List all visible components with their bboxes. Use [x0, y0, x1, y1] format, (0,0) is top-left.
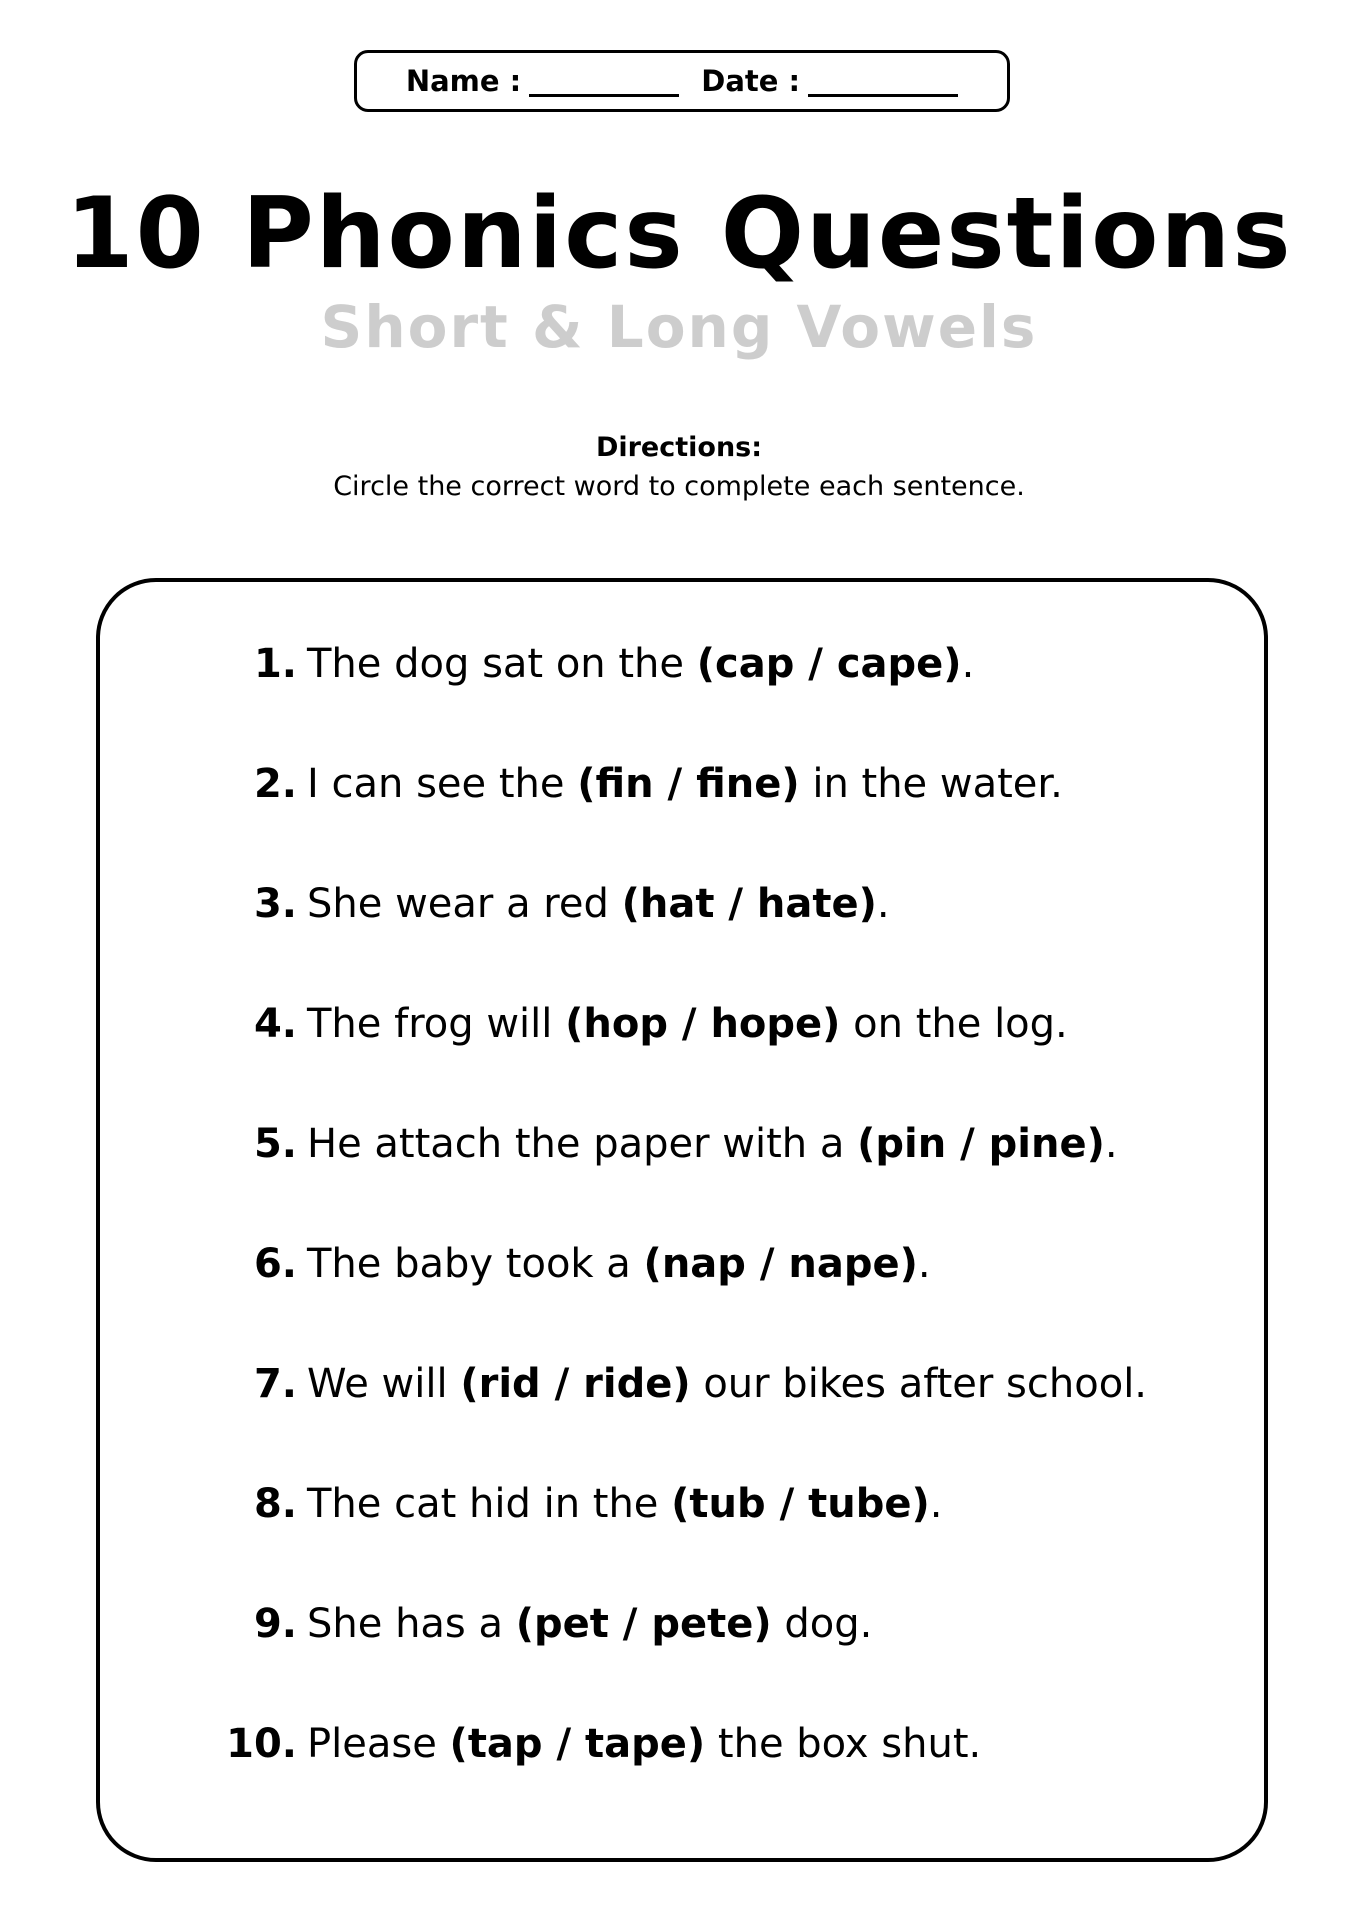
question-choice[interactable]: (tap / tape): [449, 1721, 706, 1767]
question-text: [307, 1721, 981, 1767]
question-before: The frog will: [307, 1001, 566, 1047]
question-after: .: [961, 641, 975, 687]
question-row: [100, 1354, 1264, 1414]
question-row: [100, 634, 1264, 694]
question-row: [100, 994, 1264, 1054]
question-number: 7.: [253, 1361, 297, 1407]
name-label: Name :: [405, 64, 522, 98]
directions-text: Circle the correct word to complete each sentence.: [333, 471, 1025, 502]
page-subtitle: Short & Long Vowels: [320, 293, 1038, 361]
question-text: [307, 1481, 942, 1527]
question-before: She has a: [307, 1601, 516, 1647]
question-before: The baby took a: [307, 1241, 644, 1287]
question-choice[interactable]: (nap / nape): [643, 1241, 918, 1287]
question-number: 2.: [253, 761, 297, 807]
date-field: [701, 64, 958, 98]
directions-label: Directions:: [595, 432, 763, 463]
question-before: I can see the: [307, 761, 578, 807]
question-after: our bikes after school.: [690, 1361, 1148, 1407]
question-choice[interactable]: (rid / ride): [460, 1361, 691, 1407]
question-row: [100, 1714, 1264, 1774]
question-after: .: [929, 1481, 943, 1527]
question-row: [100, 874, 1264, 934]
question-choice[interactable]: (pet / pete): [515, 1601, 772, 1647]
question-row: [100, 1234, 1264, 1294]
question-text: [307, 641, 974, 687]
question-choice[interactable]: (tub / tube): [671, 1481, 930, 1527]
question-row: [100, 754, 1264, 814]
question-text: [307, 881, 890, 927]
question-after: the box shut.: [705, 1721, 982, 1767]
question-before: Please: [307, 1721, 450, 1767]
question-number: 4.: [253, 1001, 297, 1047]
question-before: He attach the paper with a: [307, 1121, 858, 1167]
question-text: [307, 1601, 872, 1647]
question-after: .: [1104, 1121, 1118, 1167]
name-blank[interactable]: [529, 66, 679, 97]
question-after: .: [876, 881, 890, 927]
question-number: 6.: [253, 1241, 297, 1287]
question-number: 10.: [226, 1721, 297, 1767]
name-field: [406, 64, 679, 98]
question-text: [307, 1241, 931, 1287]
page-title: 10 Phonics Questions: [65, 177, 1293, 291]
question-before: We will: [307, 1361, 461, 1407]
question-choice[interactable]: (fin / fine): [577, 761, 800, 807]
question-number: 8.: [253, 1481, 297, 1527]
question-after: dog.: [771, 1601, 873, 1647]
question-row: [100, 1474, 1264, 1534]
question-row: [100, 1594, 1264, 1654]
date-blank[interactable]: [808, 66, 958, 97]
question-number: 9.: [253, 1601, 297, 1647]
question-row: [100, 1114, 1264, 1174]
question-number: 1.: [253, 641, 297, 687]
question-box: [96, 578, 1268, 1862]
question-before: The dog sat on the: [307, 641, 697, 687]
name-date-box: [354, 50, 1010, 112]
question-text: [307, 761, 1063, 807]
question-after: .: [917, 1241, 931, 1287]
date-label: Date :: [701, 64, 801, 98]
question-before: She wear a red: [307, 881, 622, 927]
question-number: 5.: [253, 1121, 297, 1167]
question-text: [307, 1001, 1068, 1047]
question-before: The cat hid in the: [307, 1481, 672, 1527]
question-choice[interactable]: (pin / pine): [857, 1121, 1105, 1167]
question-after: on the log.: [840, 1001, 1068, 1047]
question-number: 3.: [253, 881, 297, 927]
question-text: [307, 1121, 1118, 1167]
question-choice[interactable]: (cap / cape): [696, 641, 962, 687]
question-choice[interactable]: (hop / hope): [565, 1001, 841, 1047]
question-after: in the water.: [799, 761, 1063, 807]
question-text: [307, 1361, 1147, 1407]
question-choice[interactable]: (hat / hate): [621, 881, 877, 927]
